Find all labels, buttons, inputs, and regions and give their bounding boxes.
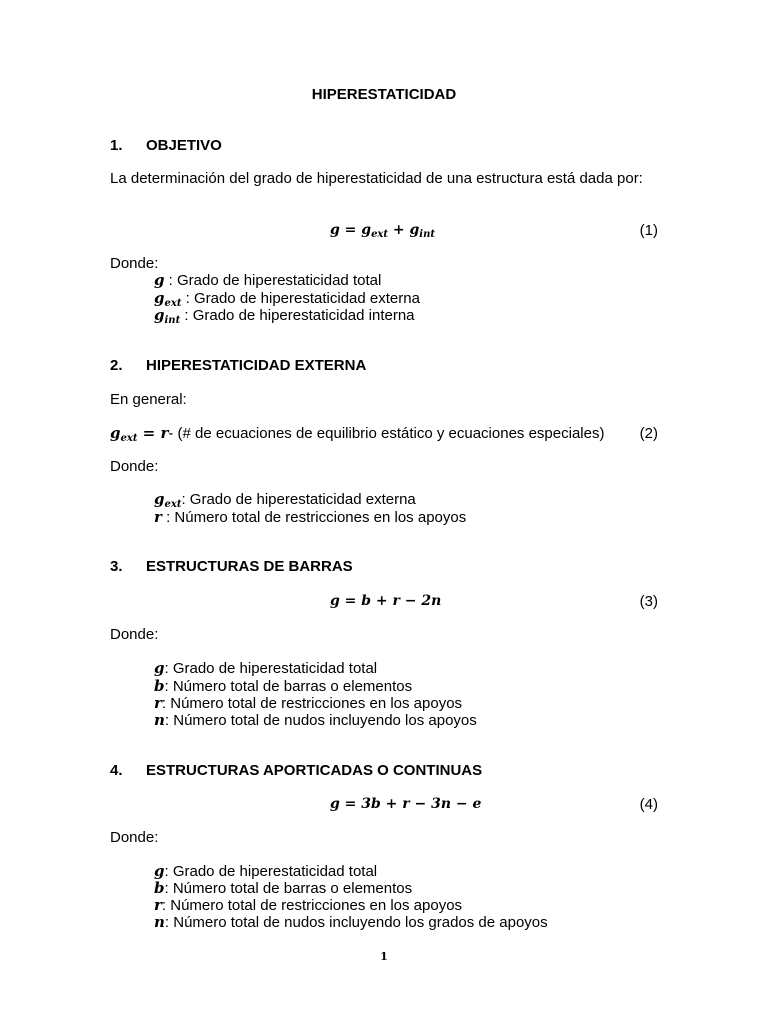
def-4-2 (154, 880, 412, 897)
def-1-1 (154, 272, 381, 289)
def-symbol: g (154, 659, 165, 677)
section-3-number: 3. (110, 558, 123, 575)
def-symbol: g (154, 289, 165, 307)
def-text: : Número total de restricciones en los apoyos (161, 695, 463, 712)
section-1-intro: La determinación del grado de hiperestaticidad de una estructura está dada por: (110, 170, 643, 187)
eq1-part-b: + g (388, 222, 420, 238)
def-2-2 (154, 509, 466, 526)
eq2-text: - (# de ecuaciones de equilibrio estático y ecuaciones especiales) (168, 425, 605, 442)
equation-3-number: (3) (639, 593, 658, 610)
def-text: : Grado de hiperestaticidad total (164, 272, 382, 289)
def-symbol: b (154, 677, 165, 695)
def-subscript: ext (164, 298, 182, 309)
equation-4-number: (4) (639, 796, 658, 813)
def-text: : Número total de nudos incluyendo los apoyos (164, 712, 477, 729)
def-text: : Número total de nudos incluyendo los grados de apoyos (164, 914, 548, 931)
section-2-intro: En general: (110, 391, 187, 408)
eq1-sub-int: int (419, 229, 435, 240)
document-title: HIPERESTATICIDAD (311, 86, 457, 103)
def-3-1 (154, 660, 377, 677)
section-3-heading: ESTRUCTURAS DE BARRAS (146, 558, 353, 575)
def-text: : Grado de hiperestaticidad interna (180, 307, 415, 324)
equation-1 (330, 222, 435, 243)
equation-3: g = b + r − 2n (330, 593, 442, 609)
equation-2 (110, 425, 604, 447)
def-text: : Grado de hiperestaticidad total (164, 863, 378, 880)
def-text: : Número total de restricciones en los apoyos (161, 509, 467, 526)
def-subscript: ext (164, 499, 182, 510)
def-symbol: n (154, 913, 165, 931)
def-3-3 (154, 695, 462, 712)
section-4-donde: Donde: (110, 829, 159, 846)
section-2-heading: HIPERESTATICIDAD EXTERNA (146, 357, 367, 374)
page-number: 1 (380, 950, 388, 963)
def-symbol: r (154, 694, 162, 712)
section-4-number: 4. (110, 762, 123, 779)
def-text: : Grado de hiperestaticidad externa (181, 491, 416, 508)
def-4-1 (154, 863, 377, 880)
eq1-sub-ext: ext (371, 229, 389, 240)
section-2-donde: Donde: (110, 458, 159, 475)
def-text: : Grado de hiperestaticidad externa (181, 290, 420, 307)
def-4-4 (154, 914, 548, 931)
def-symbol: g (154, 271, 165, 289)
def-symbol: b (154, 879, 165, 897)
def-symbol: g (154, 306, 165, 324)
def-subscript: int (164, 315, 181, 326)
def-symbol: g (154, 490, 165, 508)
def-symbol: r (154, 508, 162, 526)
def-symbol: r (154, 896, 162, 914)
eq2-mid: = r (137, 424, 169, 442)
eq2-lhs: g (110, 424, 121, 442)
def-3-4 (154, 712, 477, 729)
def-symbol: g (154, 862, 165, 880)
section-3-donde: Donde: (110, 626, 159, 643)
section-2-number: 2. (110, 357, 123, 374)
section-1-donde: Donde: (110, 255, 159, 272)
equation-2-number: (2) (639, 425, 658, 442)
equation-1-number: (1) (639, 222, 658, 239)
section-1-heading: OBJETIVO (146, 137, 222, 154)
def-text: : Número total de restricciones en los apoyos (161, 897, 463, 914)
equation-4: g = 3b + r − 3n − e (330, 796, 482, 812)
def-1-3 (154, 307, 415, 329)
def-text: : Número total de barras o elementos (164, 880, 413, 897)
eq1-part-a: g = g (330, 222, 372, 238)
def-text: : Grado de hiperestaticidad total (164, 660, 378, 677)
def-text: : Número total de barras o elementos (164, 678, 413, 695)
eq2-sub-ext: ext (120, 433, 138, 444)
def-symbol: n (154, 711, 165, 729)
def-4-3 (154, 897, 462, 914)
section-4-heading: ESTRUCTURAS APORTICADAS O CONTINUAS (146, 762, 483, 779)
section-1-number: 1. (110, 137, 123, 154)
def-3-2 (154, 678, 412, 695)
